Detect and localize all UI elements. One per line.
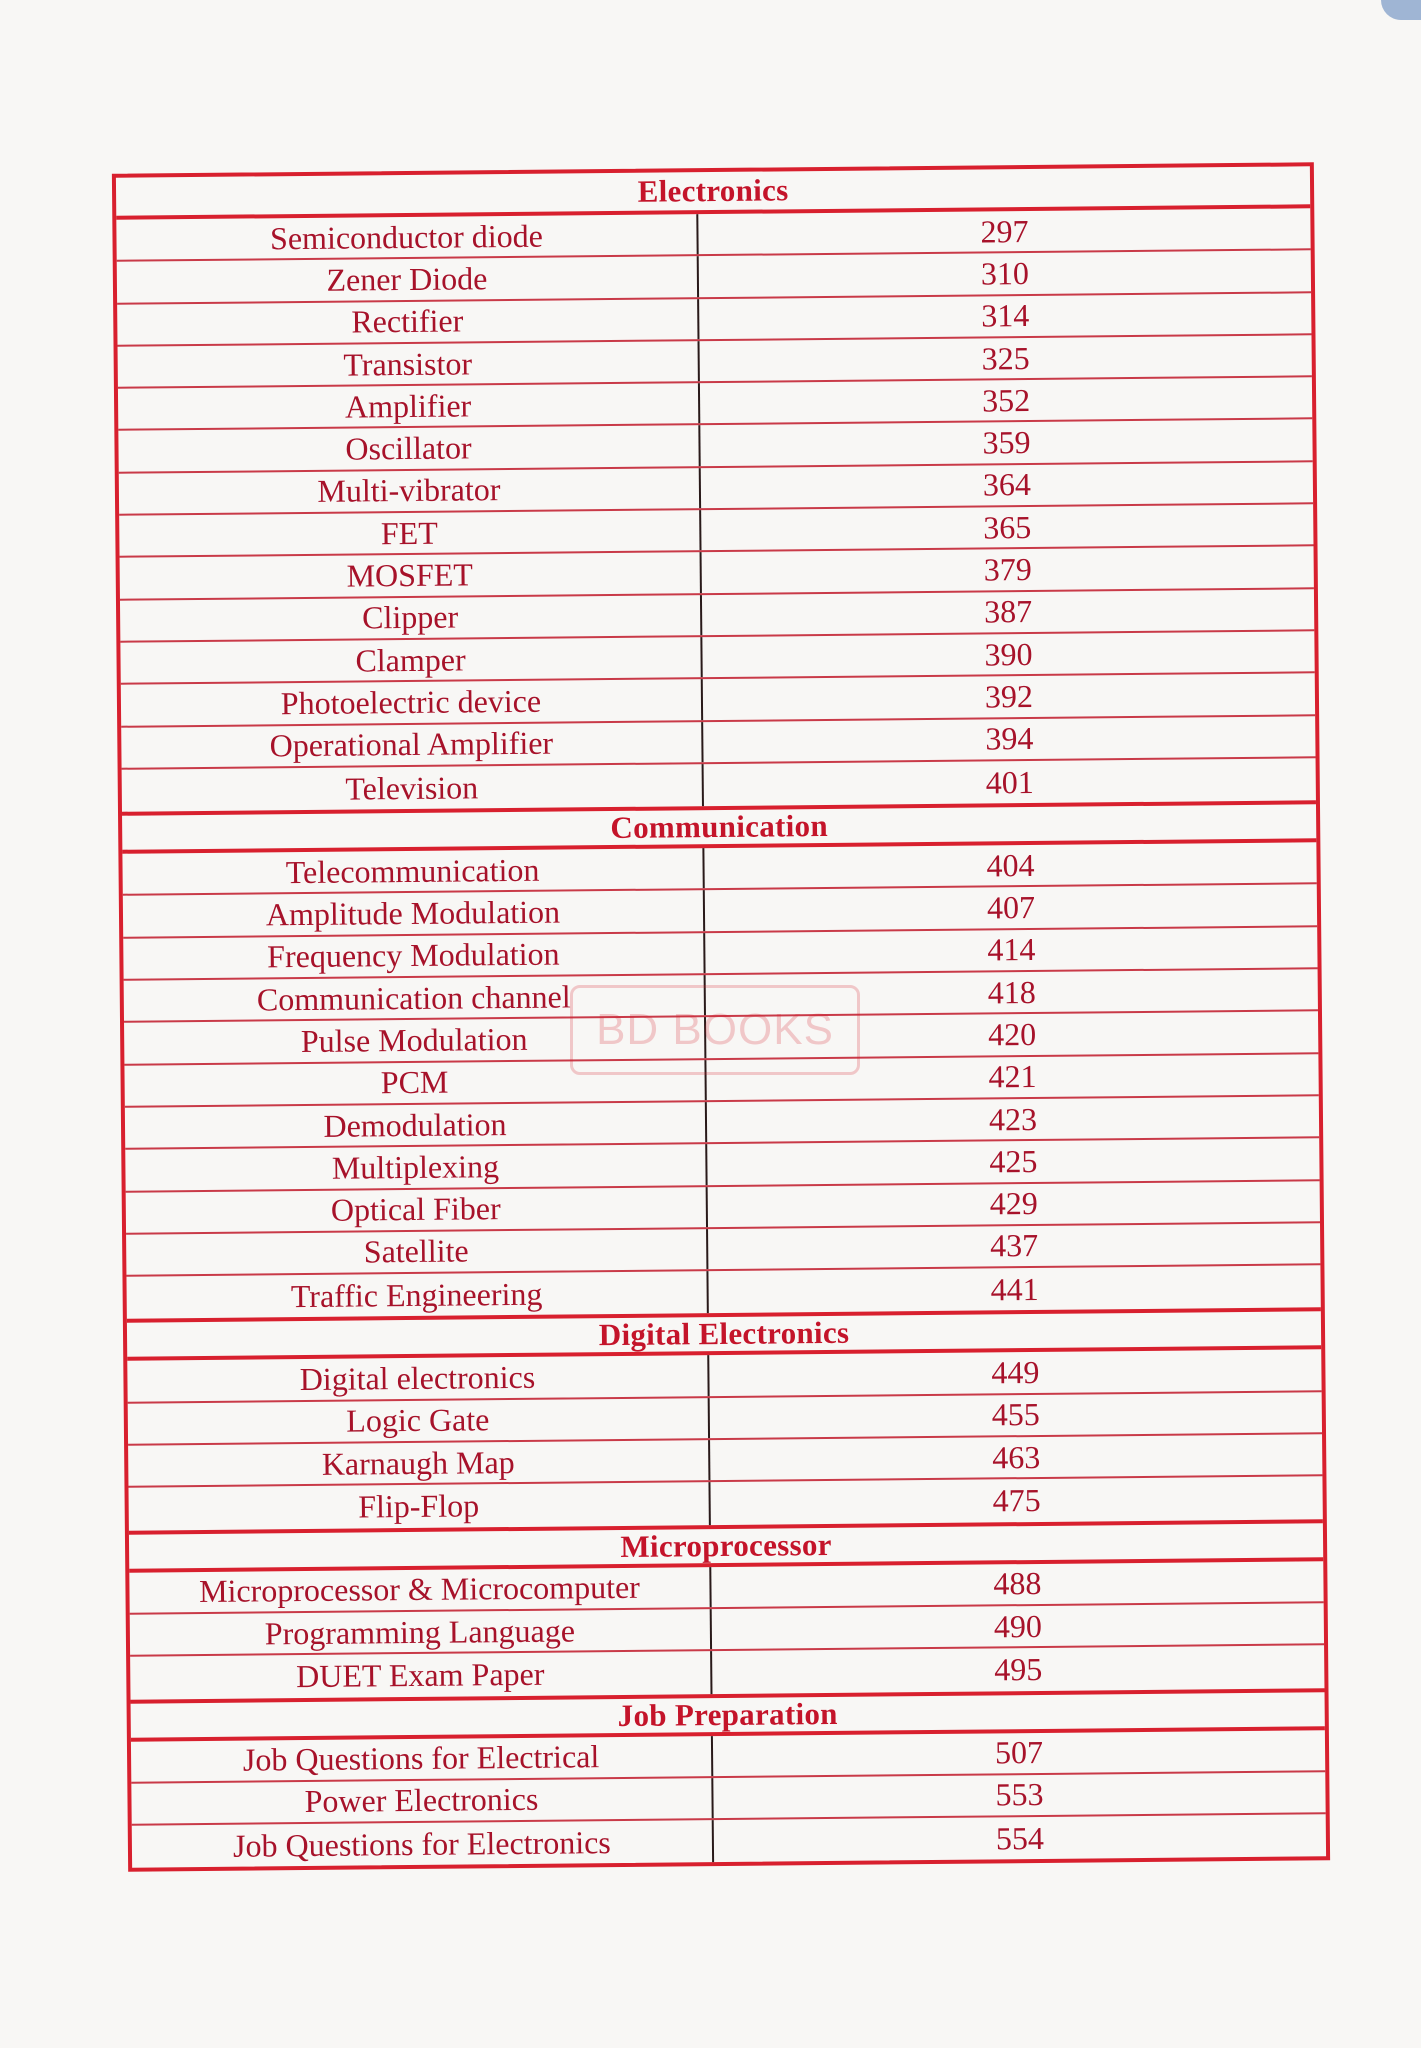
page-number-cell: 507: [994, 1734, 1044, 1771]
topic-cell: Frequency Modulation: [123, 933, 705, 979]
page-number-cell: 404: [986, 846, 1035, 884]
topic-cell: Logic Gate: [128, 1398, 710, 1444]
page-number-cell: 495: [994, 1650, 1043, 1688]
toc-section: [127, 1308, 1323, 1531]
page-number-cell: 365: [983, 508, 1032, 546]
page-number-cell: 421: [988, 1058, 1037, 1095]
bd-books-watermark: [570, 985, 860, 1075]
topic-cell: Communication channel: [124, 975, 706, 1021]
topic-cell: Clipper: [120, 595, 702, 641]
topic-cell: Zener Diode: [117, 256, 699, 302]
page-number-cell: 325: [981, 339, 1030, 376]
page-number-cell: 488: [993, 1565, 1042, 1602]
page-number-cell: 455: [991, 1396, 1040, 1433]
topic-cell: MOSFET: [120, 553, 702, 599]
page-number-cell: 392: [984, 677, 1034, 715]
topic-cell: Job Questions for Electrical: [131, 1736, 713, 1782]
page-number-cell: 414: [987, 931, 1036, 968]
page-number-cell: 449: [991, 1354, 1040, 1391]
topic-cell: Power Electronics: [131, 1778, 713, 1824]
topic-cell: Microprocessor & Microcomputer: [129, 1567, 711, 1613]
toc-section: [116, 166, 1316, 812]
topic-cell: Karnaugh Map: [128, 1440, 710, 1486]
page-number-cell: 441: [990, 1270, 1039, 1308]
toc-section: [131, 1688, 1327, 1868]
page-number-cell: 364: [982, 466, 1032, 503]
page-number-cell: 475: [992, 1481, 1041, 1519]
section-header: Job Preparation: [131, 1688, 1325, 1741]
page-number-cell: 310: [980, 254, 1030, 292]
page-number-cell: 429: [989, 1185, 1038, 1222]
page-number-cell: 420: [988, 1015, 1037, 1053]
topic-cell: Amplifier: [118, 383, 700, 429]
topic-cell: Oscillator: [118, 426, 700, 472]
topic-cell: Satellite: [126, 1229, 708, 1275]
toc-section: [129, 1519, 1325, 1699]
page-number-cell: 418: [987, 973, 1036, 1011]
topic-cell: Optical Fiber: [126, 1187, 708, 1233]
page-number-cell: 407: [986, 889, 1036, 926]
page-number-cell: 554: [995, 1819, 1045, 1857]
topic-cell: Rectifier: [117, 299, 699, 345]
topic-cell: Multi-vibrator: [119, 468, 701, 514]
page-number-cell: 437: [990, 1227, 1039, 1264]
page-number-cell: 387: [983, 593, 1033, 630]
topic-cell: Semiconductor diode: [116, 214, 698, 260]
page-number-cell: 401: [985, 763, 1034, 800]
section-header: Communication: [122, 800, 1316, 853]
topic-cell: Amplitude Modulation: [123, 891, 705, 937]
section-header: Electronics: [116, 166, 1310, 219]
topic-cell: Demodulation: [125, 1102, 707, 1148]
section-header: Digital Electronics: [127, 1308, 1321, 1361]
topic-cell: Operational Amplifier: [121, 722, 703, 768]
topic-cell: Digital electronics: [127, 1356, 709, 1402]
page-number-cell: 423: [988, 1100, 1038, 1138]
topic-cell: Pulse Modulation: [124, 1017, 706, 1063]
topic-cell: Programming Language: [130, 1609, 712, 1655]
page-number-cell: 425: [989, 1142, 1038, 1180]
topic-cell: Transistor: [118, 341, 700, 387]
page-number-cell: 352: [981, 381, 1031, 419]
page-number-cell: 379: [983, 551, 1032, 588]
topic-cell: Telecommunication: [122, 848, 704, 894]
topic-cell: DUET Exam Paper: [130, 1651, 712, 1699]
page-number-cell: 314: [981, 297, 1030, 334]
section-header: Microprocessor: [129, 1519, 1323, 1572]
page-number-cell: 297: [980, 212, 1029, 250]
page-number-cell: 463: [992, 1438, 1041, 1476]
page-number-cell: 359: [982, 424, 1031, 461]
watermark-text: BD BOOKS: [596, 1005, 834, 1054]
topic-cell: FET: [119, 510, 701, 556]
page-number-cell: 553: [995, 1776, 1044, 1813]
topic-cell: Television: [122, 764, 704, 812]
page-number-cell: 394: [985, 720, 1034, 757]
topic-cell: Multiplexing: [125, 1144, 707, 1190]
topic-cell: Traffic Engineering: [126, 1271, 708, 1319]
page-corner-shadow: [1381, 0, 1421, 20]
topic-cell: PCM: [124, 1060, 706, 1106]
page-number-cell: 490: [993, 1607, 1043, 1644]
topic-cell: Flip-Flop: [128, 1482, 710, 1530]
topic-cell: Job Questions for Electronics: [132, 1820, 714, 1868]
topic-cell: Clamper: [120, 637, 702, 683]
page-number-cell: 390: [984, 635, 1033, 673]
topic-cell: Photoelectric device: [121, 679, 703, 725]
